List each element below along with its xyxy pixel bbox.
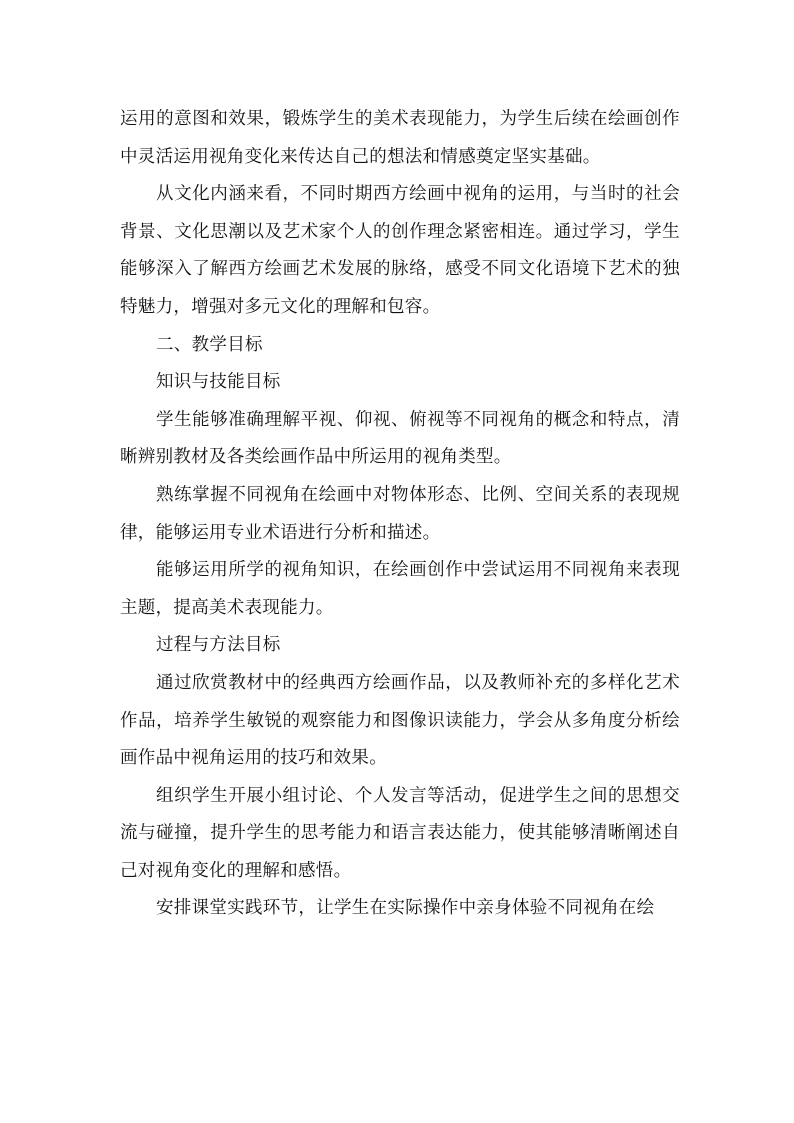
body-paragraph: 学生能够准确理解平视、仰视、俯视等不同视角的概念和特点，清晰辨别教材及各类绘画作品中所运用的视角类型。 bbox=[120, 409, 680, 468]
subsection-heading: 过程与方法目标 bbox=[156, 635, 281, 656]
document-body bbox=[120, 101, 680, 928]
body-paragraph: 能够运用所学的视角知识，在绘画创作中尝试运用不同视角来表现主题，提高美术表现能力。 bbox=[120, 560, 680, 618]
body-paragraph: 从文化内涵来看，不同时期西方绘画中视角的运用，与当时的社会背景、文化思潮以及艺术家个人的创作理念紧密相连。通过学习，学生能够深入了解西方绘画艺术发展的脉络，感受不同文化语境下艺术的独特魅力，增强对多元文化的理解和包容。 bbox=[120, 184, 680, 317]
body-paragraph: 组织学生开展小组讨论、个人发言等活动，促进学生之间的思想交流与碰撞，提升学生的思考能力和语言表达能力，使其能够清晰阐述自己对视角变化的理解和感悟。 bbox=[120, 785, 680, 881]
body-paragraph: 运用的意图和效果，锻炼学生的美术表现能力，为学生后续在绘画创作中灵活运用视角变化来传达自己的想法和情感奠定坚实基础。 bbox=[120, 109, 680, 167]
body-paragraph: 熟练掌握不同视角在绘画中对物体形态、比例、空间关系的表现规律，能够运用专业术语进行分析和描述。 bbox=[120, 484, 680, 543]
body-paragraph: 通过欣赏教材中的经典西方绘画作品，以及教师补充的多样化艺术作品，培养学生敏锐的观察能力和图像识读能力，学会从多角度分析绘画作品中视角运用的技巧和效果。 bbox=[120, 672, 680, 769]
body-paragraph: 安排课堂实践环节，让学生在实际操作中亲身体验不同视角在绘 bbox=[156, 898, 655, 919]
section-heading: 二、教学目标 bbox=[156, 334, 263, 355]
subsection-heading: 知识与技能目标 bbox=[156, 372, 281, 393]
